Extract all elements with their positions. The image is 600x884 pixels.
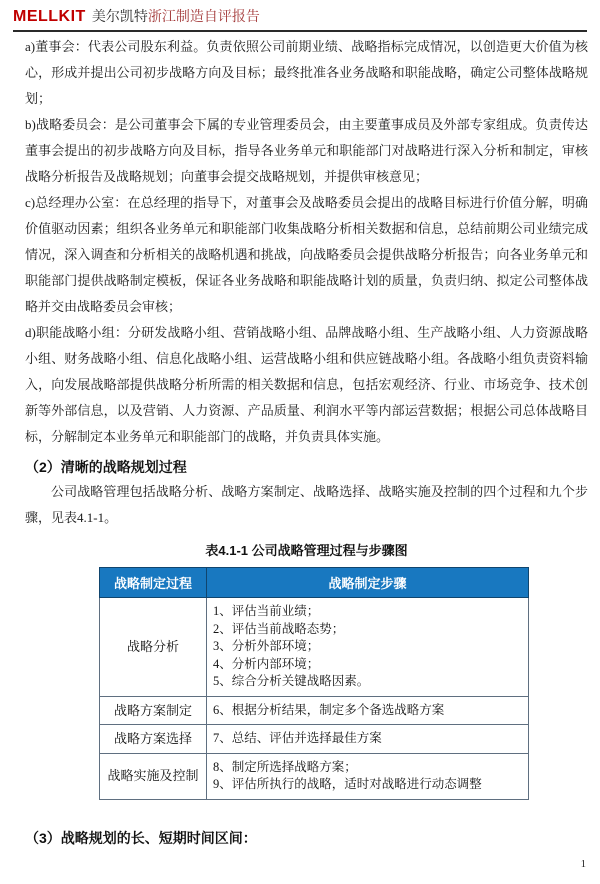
- table-step-line: 5、综合分析关键战略因素。: [213, 674, 370, 688]
- table-header-steps: 战略制定步骤: [207, 568, 529, 598]
- table-step-line: 2、评估当前战略态势；: [213, 621, 345, 636]
- body-paragraph-d: d)职能战略小组：分研发战略小组、营销战略小组、品牌战略小组、生产战略小组、人力资源战略小组、财务战略小组、信息化战略小组、运营战略小组和供应链战略小组。各战略小组负责资料输入，向发展战略部提供战略分析所需的相关数据和信息，包括宏观经济、行业、市场竞争、技术创新等外部信息，以及营销、人力资源、产品质量、利润水平等内部运营数据；根据公司总体战略目标，分解制定本业务单元和职能部门的战略，并负责具体实施。: [25, 325, 588, 444]
- section-3-heading: （3）战略规划的长、短期时间区间：: [25, 829, 257, 846]
- brand-company-name: 美尔凯特: [91, 8, 148, 24]
- table-step-line: 4、分析内部环境；: [213, 656, 320, 671]
- table-header-process: 战略制定过程: [100, 568, 207, 598]
- table-cell-steps: [207, 753, 529, 799]
- strategy-table-wrap: [99, 567, 529, 800]
- table-cell-process: 战略分析: [100, 598, 207, 697]
- table-cell-process: 战略方案选择: [100, 725, 207, 754]
- paragraph-list: [25, 34, 588, 450]
- table-step-line: 9、评估所执行的战略，适时对战略进行动态调整: [213, 777, 482, 791]
- table-cell-steps: [207, 598, 529, 697]
- strategy-table-body: [100, 598, 529, 800]
- section-2-heading: （2）清晰的战略规划过程: [25, 459, 187, 475]
- document-header: [13, 6, 587, 32]
- table-row: [100, 598, 529, 697]
- brand-logo-text: MELLKIT: [13, 8, 86, 25]
- table-caption: 表4.1-1 公司战略管理过程与步骤图: [205, 543, 408, 558]
- body-paragraph-c: c)总经理办公室：在总经理的指导下，对董事会及战略委员会提出的战略目标进行价值分解，明确价值驱动因素；组织各业务单元和职能部门收集战略分析相关数据和信息，总结前期公司业绩完成情况，深入调查和分析相关的战略机遇和挑战，向战略委员会提供战略分析报告；向各业务单元和职能部门提供战略制定模板，保证各业务战略和职能战略计划的质量，负责归纳、拟定公司整体战略并交由战略委员会审核；: [25, 195, 588, 314]
- table-row: [100, 696, 529, 725]
- section-2-body: 公司战略管理包括战略分析、战略方案制定、战略选择、战略实施及控制的四个过程和九个步骤，见表4.1-1。: [25, 484, 588, 525]
- table-cell-process: 战略方案制定: [100, 696, 207, 725]
- document-content: [25, 34, 588, 850]
- table-header-row: [100, 568, 529, 598]
- body-paragraph-a: a)董事会：代表公司股东利益。负责依照公司前期业绩、战略指标完成情况，以创造更大价值为核心，形成并提出公司初步战略方向及目标；最终批准各业务战略和职能战略，确定公司整体战略规划；: [25, 39, 588, 106]
- table-cell-steps: [207, 725, 529, 754]
- strategy-table: [99, 567, 529, 800]
- table-cell-process: 战略实施及控制: [100, 753, 207, 799]
- table-row: [100, 725, 529, 754]
- page-number: 1: [580, 859, 586, 870]
- table-cell-steps: [207, 696, 529, 725]
- table-step-line: 1、评估当前业绩；: [213, 604, 320, 618]
- table-step-line: 6、根据分析结果，制定多个备选战略方案: [213, 702, 445, 717]
- table-row: [100, 753, 529, 799]
- document-title: 浙江制造自评报告: [147, 8, 260, 24]
- table-step-line: 3、分析外部环境；: [213, 639, 320, 653]
- table-step-line: 7、总结、评估并选择最佳方案: [213, 731, 382, 745]
- table-step-line: 8、制定所选择战略方案；: [213, 759, 357, 774]
- body-paragraph-b: b)战略委员会：是公司董事会下属的专业管理委员会，由主要董事成员及外部专家组成。负责传达董事会提出的初步战略方向及目标，指导各业务单元和职能部门对战略进行深入分析和制定，审核战略分析报告及战略规划；向董事会提交战略规划，并提供审核意见；: [25, 117, 588, 184]
